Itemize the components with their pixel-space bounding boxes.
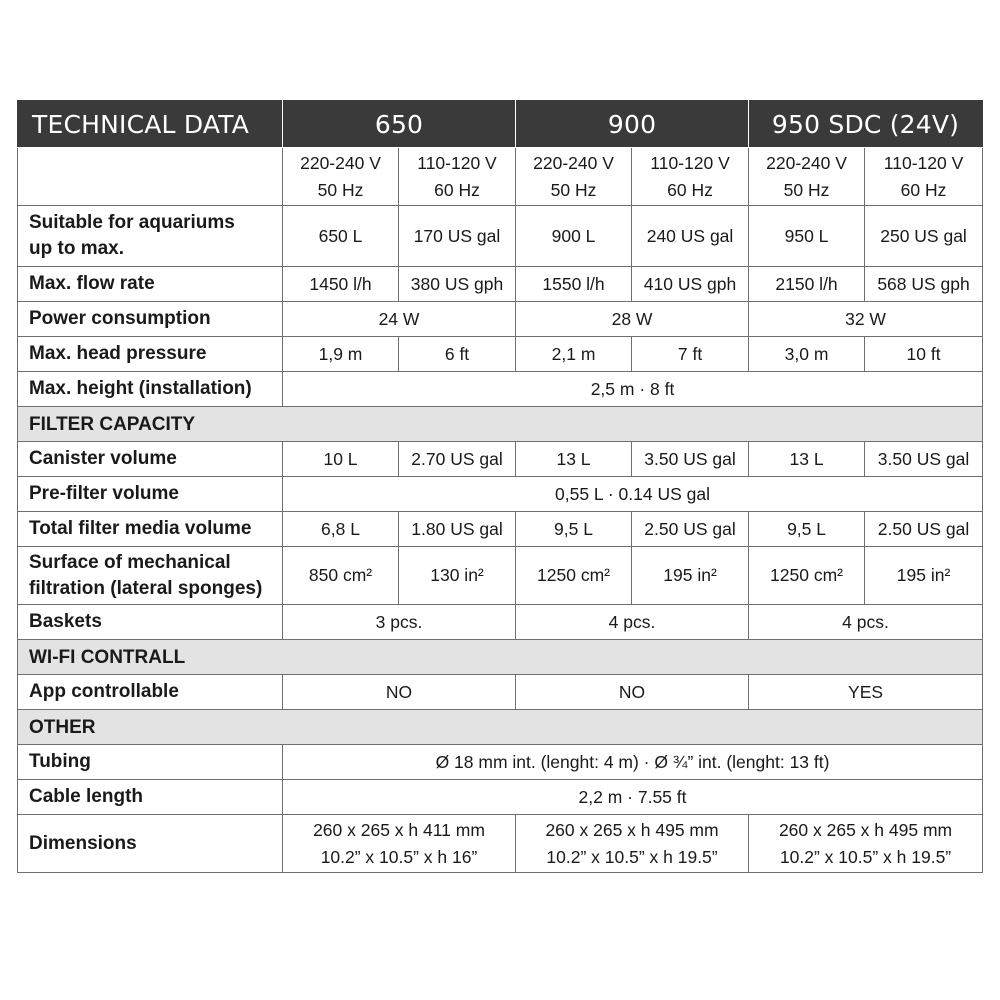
table-row: [18, 372, 983, 407]
value-cell: 650 L: [283, 206, 399, 267]
table-row: [18, 675, 983, 710]
value-cell: 568 US gph: [865, 267, 983, 302]
value-cell: 3.50 US gal: [632, 442, 749, 477]
section-row: [18, 710, 983, 745]
value-cell: 240 US gal: [632, 206, 749, 267]
value-cell: 1450 l/h: [283, 267, 399, 302]
value-cell: 2.50 US gal: [865, 512, 983, 547]
table-header-row: [18, 101, 983, 148]
value-cell: 2.70 US gal: [399, 442, 516, 477]
value-cell: 2150 l/h: [749, 267, 865, 302]
table-row: [18, 442, 983, 477]
value-cell: 1550 l/h: [516, 267, 632, 302]
table-row: [18, 302, 983, 337]
section-row: [18, 640, 983, 675]
value-cell: 4 pcs.: [516, 605, 749, 640]
value-cell: 950 L: [749, 206, 865, 267]
value-cell: 10 L: [283, 442, 399, 477]
row-label-tubing: Tubing: [18, 745, 283, 780]
value-cell: 7 ft: [632, 337, 749, 372]
value-cell: 380 US gph: [399, 267, 516, 302]
value-cell: 28 W: [516, 302, 749, 337]
model-950-header: 950 SDC (24V): [749, 101, 983, 148]
value-cell: 2,2 m · 7.55 ft: [283, 780, 983, 815]
voltage-cell: 110-120 V 60 Hz: [399, 148, 516, 206]
empty-label-cell: [18, 148, 283, 206]
value-cell: NO: [516, 675, 749, 710]
value-cell: 13 L: [749, 442, 865, 477]
voltage-cell: 220-240 V 50 Hz: [283, 148, 399, 206]
value-cell: 1250 cm²: [516, 547, 632, 605]
value-cell: 850 cm²: [283, 547, 399, 605]
value-cell: 1.80 US gal: [399, 512, 516, 547]
table-row: [18, 605, 983, 640]
table-row: [18, 267, 983, 302]
value-cell: 9,5 L: [749, 512, 865, 547]
table-row: [18, 337, 983, 372]
row-label-baskets: Baskets: [18, 605, 283, 640]
value-cell: 13 L: [516, 442, 632, 477]
voltage-cell: 110-120 V 60 Hz: [865, 148, 983, 206]
value-cell: 1,9 m: [283, 337, 399, 372]
value-cell: 2,1 m: [516, 337, 632, 372]
section-other: OTHER: [18, 710, 983, 745]
value-cell: 10 ft: [865, 337, 983, 372]
value-cell: 900 L: [516, 206, 632, 267]
row-label-app: App controllable: [18, 675, 283, 710]
value-cell: 130 in²: [399, 547, 516, 605]
value-cell: 260 x 265 x h 411 mm 10.2” x 10.5” x h 16”: [283, 815, 516, 873]
row-label-flow-rate: Max. flow rate: [18, 267, 283, 302]
voltage-cell: 220-240 V 50 Hz: [516, 148, 632, 206]
table-row: [18, 745, 983, 780]
table-title: TECHNICAL DATA: [18, 101, 283, 148]
value-cell: 2,5 m · 8 ft: [283, 372, 983, 407]
voltage-cell: 220-240 V 50 Hz: [749, 148, 865, 206]
row-label-head-pressure: Max. head pressure: [18, 337, 283, 372]
value-cell: YES: [749, 675, 983, 710]
model-650-header: 650: [283, 101, 516, 148]
technical-data-table: [17, 100, 983, 873]
value-cell: 260 x 265 x h 495 mm 10.2” x 10.5” x h 19.5”: [749, 815, 983, 873]
value-cell: 3 pcs.: [283, 605, 516, 640]
value-cell: 195 in²: [865, 547, 983, 605]
value-cell: Ø 18 mm int. (lenght: 4 m) · Ø ¾” int. (lenght: 13 ft): [283, 745, 983, 780]
value-cell: 24 W: [283, 302, 516, 337]
value-cell: 32 W: [749, 302, 983, 337]
value-cell: 3,0 m: [749, 337, 865, 372]
row-label-dimensions: Dimensions: [18, 815, 283, 873]
row-label-media-volume: Total filter media volume: [18, 512, 283, 547]
table-row: [18, 206, 983, 267]
table-row: [18, 780, 983, 815]
section-filter-capacity: FILTER CAPACITY: [18, 407, 983, 442]
row-label-cable: Cable length: [18, 780, 283, 815]
value-cell: 6,8 L: [283, 512, 399, 547]
value-cell: 9,5 L: [516, 512, 632, 547]
table-row: [18, 477, 983, 512]
voltage-row: [18, 148, 983, 206]
section-wifi: WI-FI CONTRALL: [18, 640, 983, 675]
value-cell: 3.50 US gal: [865, 442, 983, 477]
value-cell: 170 US gal: [399, 206, 516, 267]
row-label-surface: Surface of mechanical filtration (lateral sponges): [18, 547, 283, 605]
value-cell: 4 pcs.: [749, 605, 983, 640]
table-row: [18, 512, 983, 547]
row-label-max-height: Max. height (installation): [18, 372, 283, 407]
voltage-cell: 110-120 V 60 Hz: [632, 148, 749, 206]
value-cell: 250 US gal: [865, 206, 983, 267]
value-cell: 2.50 US gal: [632, 512, 749, 547]
table-row: [18, 547, 983, 605]
value-cell: 6 ft: [399, 337, 516, 372]
value-cell: 410 US gph: [632, 267, 749, 302]
value-cell: 260 x 265 x h 495 mm 10.2” x 10.5” x h 19.5”: [516, 815, 749, 873]
value-cell: NO: [283, 675, 516, 710]
model-900-header: 900: [516, 101, 749, 148]
section-row: [18, 407, 983, 442]
row-label-aquarium: Suitable for aquariums up to max.: [18, 206, 283, 267]
row-label-power: Power consumption: [18, 302, 283, 337]
value-cell: 0,55 L · 0.14 US gal: [283, 477, 983, 512]
row-label-prefilter: Pre-filter volume: [18, 477, 283, 512]
table-row: [18, 815, 983, 873]
row-label-canister: Canister volume: [18, 442, 283, 477]
value-cell: 195 in²: [632, 547, 749, 605]
value-cell: 1250 cm²: [749, 547, 865, 605]
